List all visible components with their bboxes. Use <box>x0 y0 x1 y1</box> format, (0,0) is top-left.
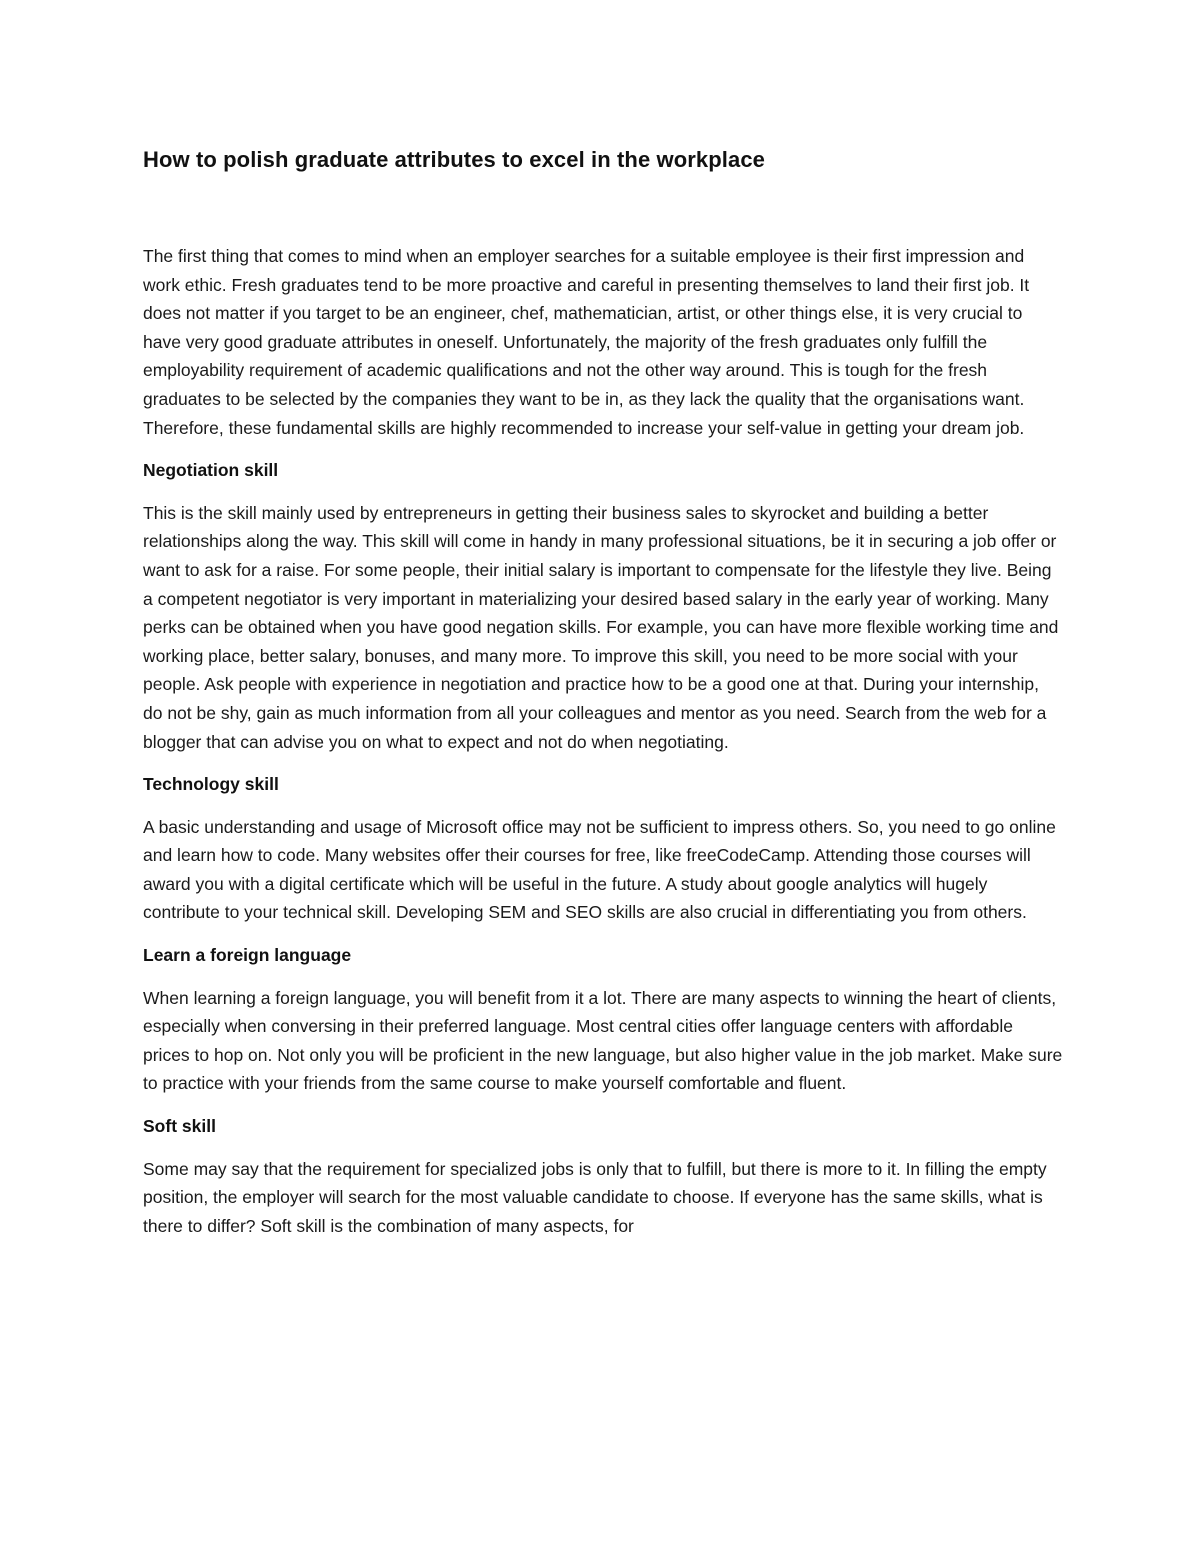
section-body-foreign-language: When learning a foreign language, you will benefit from it a lot. There are many aspects to winning the heart of clients, especially when conversing in their preferred language. Most central cities offer language centers with affordable prices to hop on. Not only you will be proficient in the new language, but also higher value in the job market. Make sure to practice with your friends from the same course to make yourself comfortable and fluent. <box>143 987 1063 1094</box>
section-heading-soft-skill: Soft skill <box>143 1116 216 1137</box>
section-body-technology: A basic understanding and usage of Microsoft office may not be sufficient to impress others. So, you need to go online and learn how to code. Many websites offer their courses for free, like freeCodeCamp. Attending those courses will award you with a digital certificate which will be useful in the future. A study about google analytics will hugely contribute to your technical skill. Developing SEM and SEO skills are also crucial in differentiating you from others. <box>143 816 1056 923</box>
document-body <box>143 144 1063 1240</box>
section-heading-foreign-language: Learn a foreign language <box>143 945 352 966</box>
section-body-negotiation: This is the skill mainly used by entrepreneurs in getting their business sales to skyrocket and building a better relationships along the way. This skill will come in handy in many professional situations, be it in securing a job offer or want to ask for a raise. For some people, their initial salary is important to compensate for the lifestyle they live. Being a competent negotiator is very important in materializing your desired based salary in the early year of working. Many perks can be obtained when you have good negation skills. For example, you can have more flexible working time and working place, better salary, bonuses, and many more. To improve this skill, you need to be more social with your people. Ask people with experience in negotiation and practice how to be a good one at that. During your internship, do not be shy, gain as much information from all your colleagues and mentor as you need. Search from the web for a blogger that can advise you on what to expect and not do when negotiating. <box>143 502 1059 752</box>
document-title: How to polish graduate attributes to excel in the workplace <box>143 147 766 172</box>
section-heading-negotiation: Negotiation skill <box>143 460 279 481</box>
intro-paragraph: The first thing that comes to mind when an employer searches for a suitable employee is their first impression and work ethic. Fresh graduates tend to be more proactive and careful in presenting themselves to land their first job. It does not matter if you target to be an engineer, chef, mathematician, artist, or other things else, it is very crucial to have very good graduate attributes in oneself. Unfortunately, the majority of the fresh graduates only fulfill the employability requirement of academic qualifications and not the other way around. This is tough for the fresh graduates to be selected by the companies they want to be in, as they lack the quality that the organisations want. Therefore, these fundamental skills are highly recommended to increase your self-value in getting your dream job. <box>143 246 1030 438</box>
section-heading-technology: Technology skill <box>143 774 279 795</box>
section-body-soft-skill: Some may say that the requirement for specialized jobs is only that to fulfill, but there is more to it. In filling the empty position, the employer will search for the most valuable candidate to choose. If everyone has the same skills, what is there to differ? Soft skill is the combination of many aspects, for <box>143 1158 1047 1236</box>
